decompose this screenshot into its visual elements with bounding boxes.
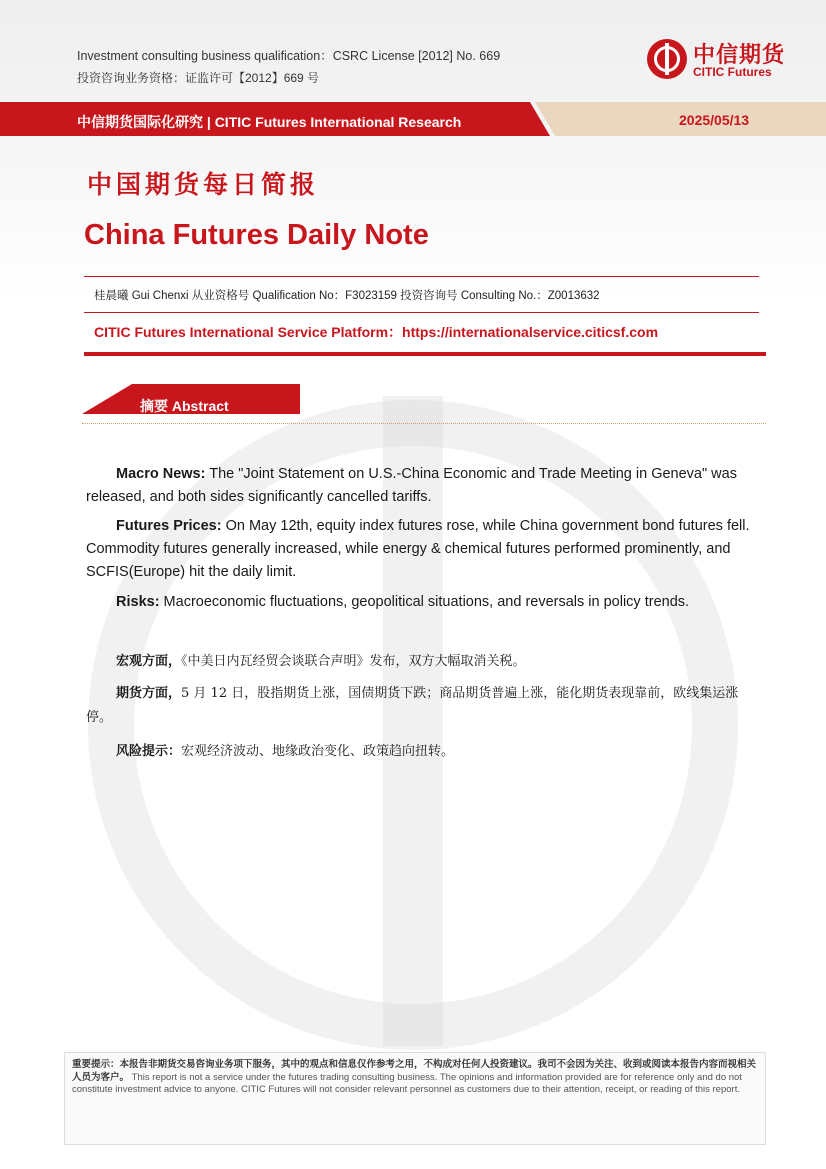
macro-text-cn: 《中美日内瓦经贸会谈联合声明》发布，双方大幅取消关税。 xyxy=(181,654,526,669)
report-date: 2025/05/13 xyxy=(679,112,750,128)
banner-title: 中信期货国际化研究 | CITIC Futures International Research xyxy=(77,114,462,130)
title-cn: 中国期货每日简报 xyxy=(87,170,320,199)
risks-text-en: Macroeconomic fluctuations, geopolitical situations, and reversals in policy trends. xyxy=(159,594,690,610)
platform-link[interactable]: CITIC Futures International Service Platform：https://internationalservice.citicsf.com xyxy=(94,324,659,340)
risks-label-cn: 风险提示： xyxy=(116,744,182,759)
disclaimer-text-en: This report is not a service under the futures trading consulting business. The opinions and information provided are for reference only and do not constitute investment advice to anyone. CITIC Futures will not consider relevant personnel as customers due to their attention, receipt, or reading of this report. xyxy=(72,1071,742,1095)
macro-label-cn: 宏观方面， xyxy=(116,654,182,669)
logo-name-cn: 中信期货 xyxy=(693,42,786,67)
abstract-futures-en xyxy=(86,515,762,584)
author-info: 桂晨曦 Gui Chenxi 从业资格号 Qualification No：F3023159 投资咨询号 Consulting No.：Z0013632 xyxy=(94,290,600,302)
divider-thick xyxy=(84,352,766,356)
divider-top xyxy=(84,276,759,277)
futures-label-cn: 期货方面， xyxy=(116,686,182,701)
license-en: Investment consulting business qualification：CSRC License [2012] No. 669 xyxy=(77,49,501,63)
futures-text-en: On May 12th, equity index futures rose, while China government bond futures fell. Commodity futures generally increased, while energy & chemical futures performed prominently, and SCFIS(Europe) hit the daily limit. xyxy=(86,518,750,580)
futures-label-en: Futures Prices: xyxy=(116,518,222,534)
macro-text-en: The "Joint Statement on U.S.-China Economic and Trade Meeting in Geneva" was released, and both sides significantly cancelled tariffs. xyxy=(86,466,737,505)
abstract-risks-en xyxy=(86,591,762,614)
abstract-divider xyxy=(82,423,766,424)
risks-label-en: Risks: xyxy=(116,594,160,610)
disclaimer-label-cn: 重要提示：本报告非期货交易咨询业务项下服务，其中的观点和信息仅作参考之用，不构成对任何人投资建议。我司不会因为关注、收到或阅读本报告内容而视相关人员为客户。 xyxy=(72,1059,757,1083)
abstract-risks-cn xyxy=(86,740,762,764)
disclaimer-text xyxy=(72,1059,758,1097)
license-cn: 投资咨询业务资格：证监许可【2012】669 号 xyxy=(77,71,320,85)
abstract-macro-en xyxy=(86,463,762,509)
divider-mid xyxy=(84,312,759,313)
citic-logo-icon xyxy=(647,39,687,79)
futures-text-cn: 5 月 12 日，股指期货上涨，国债期货下跌；商品期货普遍上涨，能化期货表现靠前，欧线集运涨停。 xyxy=(86,686,739,725)
logo-name-en: CITIC Futures xyxy=(693,65,772,79)
macro-label-en: Macro News: xyxy=(116,466,206,482)
abstract-heading: 摘要 Abstract xyxy=(140,398,229,414)
risks-text-cn: 宏观经济波动、地缘政治变化、政策趋向扭转。 xyxy=(181,744,455,759)
abstract-macro-cn xyxy=(86,650,762,674)
abstract-futures-cn xyxy=(86,682,762,730)
title-en: China Futures Daily Note xyxy=(84,219,429,251)
